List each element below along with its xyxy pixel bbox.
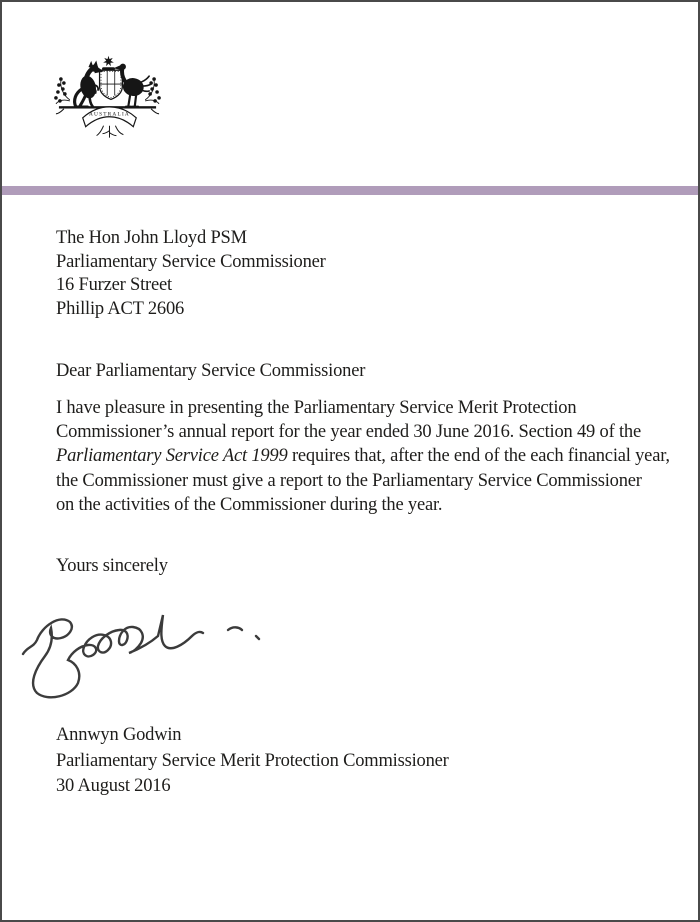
kangaroo-icon xyxy=(75,62,103,107)
handwritten-signature-icon xyxy=(20,602,265,704)
letter-date: 30 August 2016 xyxy=(56,776,171,796)
banner-text: AUSTRALIA xyxy=(88,111,130,118)
act-title: Parliamentary Service Act 1999 xyxy=(56,446,288,467)
recipient-address xyxy=(56,227,326,321)
australia-banner xyxy=(83,107,137,127)
signatory-name: Annwyn Godwin xyxy=(56,725,182,745)
salutation: Dear Parliamentary Service Commissioner xyxy=(56,361,366,381)
body-line: the Commissioner must give a report to the Parliamentary Service Commissioner xyxy=(56,470,642,491)
body-line: I have pleasure in presenting the Parliamentary Service Merit Protection xyxy=(56,398,577,418)
body-line: Commissioner’s annual report for the year ended 30 June 2016. Section 49 of the xyxy=(56,422,641,443)
closing-block xyxy=(56,723,449,800)
accent-divider xyxy=(2,186,698,195)
body-line: on the activities of the Commissioner during the year. xyxy=(56,494,443,515)
recipient-line: Parliamentary Service Commissioner xyxy=(56,251,326,272)
recipient-line: 16 Furzer Street xyxy=(56,275,172,296)
commonwealth-star-icon xyxy=(103,56,114,66)
recipient-line: The Hon John Lloyd PSM xyxy=(56,228,247,248)
body-line-rest: requires that, after the end of the each financial year, xyxy=(287,446,670,467)
recipient-line: Phillip ACT 2606 xyxy=(56,298,185,319)
body-line xyxy=(56,444,670,468)
body-paragraph xyxy=(56,396,670,517)
valediction: Yours sincerely xyxy=(56,556,168,576)
roots-icon xyxy=(97,126,124,138)
shield-icon xyxy=(100,70,123,99)
australian-coat-of-arms-icon xyxy=(50,38,165,142)
signatory-title: Parliamentary Service Merit Protection Commissioner xyxy=(56,750,449,771)
